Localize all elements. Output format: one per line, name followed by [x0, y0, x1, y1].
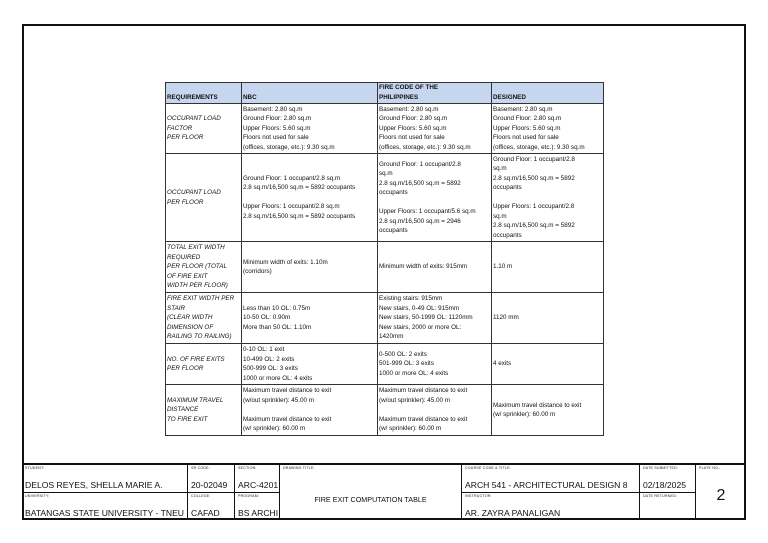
- sr-code-cell: [188, 465, 235, 493]
- title-block: [22, 463, 746, 520]
- requirement-cell: OCCUPANT LOAD FACTOR PER FLOOR: [166, 104, 242, 154]
- fire-code-cell: Existing stairs: 915mm New stairs, 0-49 OL: 915mm New stairs, 50-1999 OL: 1120mm New stairs, 2000 or more OL: 1420mm: [378, 293, 492, 344]
- program-label: PROGRAM:: [238, 494, 260, 498]
- designed-cell: 4 exits: [492, 344, 604, 385]
- date-returned-label: DATE RETURNED:: [643, 494, 678, 498]
- fire-code-cell: 0-500 OL: 2 exits 501-999 OL: 3 exits 1000 or more OL: 4 exits: [378, 344, 492, 385]
- plate-no-label: PLATE NO.:: [699, 466, 721, 470]
- nbc-cell: Basement: 2.80 sq.m Ground Floor: 2.80 sq.m Upper Floors: 5.60 sq.m Floors not used for sale (offices, storage, etc.): 9.30 sq.m: [242, 104, 378, 154]
- table-row-occupant-load: [166, 154, 604, 242]
- university-value: BATANGAS STATE UNIVERSITY - TNEU: [25, 508, 185, 518]
- university-cell: [22, 493, 188, 520]
- fire-exit-requirements-table: [165, 82, 604, 436]
- nbc-cell: Maximum travel distance to exit (w/out sprinkler): 45.00 m Maximum travel distance to exit (w/ sprinkler): 60.00 m: [242, 385, 378, 436]
- section-cell: [235, 465, 280, 493]
- drawing-title: FIRE EXIT COMPUTATION TABLE: [314, 495, 427, 504]
- sr-code-label: SR CODE:: [191, 466, 210, 470]
- header-fire-code: FIRE CODE OF THE PHILIPPINES: [378, 83, 492, 104]
- student-name: DELOS REYES, SHELLA MARIE A.: [25, 480, 163, 490]
- plate-no-cell: [696, 465, 746, 520]
- course-label: COURSE CODE & TITLE:: [465, 466, 511, 470]
- section-value: ARC-4201: [238, 480, 279, 490]
- instructor-cell: [462, 493, 640, 520]
- designed-cell: Basement: 2.80 sq.m Ground Floor: 2.80 sq.m Upper Floors: 5.60 sq.m Floors not used for sale (offices, storage, etc.): 9.30 sq.m: [492, 104, 604, 154]
- student-label: STUDENT:: [25, 466, 45, 470]
- nbc-cell: Less than 10 OL: 0.75m 10-50 OL: 0.90m More than 50 OL: 1.10m: [242, 293, 378, 344]
- drawing-title-cell: [280, 465, 462, 520]
- table-row-fire-exit-width: [166, 293, 604, 344]
- nbc-cell: 0-10 OL: 1 exit 10-499 OL: 2 exits 500-999 OL: 3 exits 1000 or more OL: 4 exits: [242, 344, 378, 385]
- table-row-occupant-load-factor: [166, 104, 604, 154]
- sr-code-value: 20-02049: [191, 480, 228, 490]
- university-label: UNIVERSITY:: [25, 494, 50, 498]
- instructor-label: INSTRUCTOR:: [465, 494, 492, 498]
- program-cell: [235, 493, 280, 520]
- requirement-cell: OCCUPANT LOAD PER FLOOR: [166, 154, 242, 242]
- designed-cell: 1.10 m: [492, 242, 604, 293]
- college-label: COLLEGE:: [191, 494, 211, 498]
- college-value: CAFAD: [191, 508, 220, 518]
- college-cell: [188, 493, 235, 520]
- course-value: ARCH 541 - ARCHITECTURAL DESIGN 8: [465, 480, 628, 490]
- fire-code-cell: Basement: 2.80 sq.m Ground Floor: 2.80 sq.m Upper Floors: 5.60 sq.m Floors not used for sale (offices, storage, etc.): 9.30 sq.m: [378, 104, 492, 154]
- instructor-value: AR. ZAYRA PANALIGAN: [465, 508, 561, 518]
- nbc-cell: Minimum width of exits: 1.10m (corridors): [242, 242, 378, 293]
- section-label: SECTION:: [238, 466, 257, 470]
- date-returned-cell: [640, 493, 696, 520]
- plate-number: 2: [716, 487, 726, 504]
- date-submitted-value: 02/18/2025: [643, 480, 687, 490]
- table-row-number-of-exits: [166, 344, 604, 385]
- table-row-total-exit-width: [166, 242, 604, 293]
- drawing-title-label: DRAWING TITLE:: [283, 466, 315, 470]
- requirement-cell: TOTAL EXIT WIDTH REQUIRED PER FLOOR (TOTAL OF FIRE EXIT WIDTH PER FLOOR): [166, 242, 242, 293]
- student-cell: [22, 465, 188, 493]
- course-cell: [462, 465, 640, 493]
- header-designed: DESIGNED: [492, 83, 604, 104]
- program-value: BS ARCHI: [238, 508, 279, 518]
- header-nbc: NBC: [242, 83, 378, 104]
- fire-code-cell: Minimum width of exits: 915mm: [378, 242, 492, 293]
- designed-cell: Maximum travel distance to exit (w/ sprinkler): 60.00 m: [492, 385, 604, 436]
- date-submitted-cell: [640, 465, 696, 493]
- fire-code-cell: Maximum travel distance to exit (w/out sprinkler): 45.00 m Maximum travel distance to exit (w/ sprinkler): 60.00 m: [378, 385, 492, 436]
- table-header-row: [166, 83, 604, 104]
- designed-cell: 1120 mm: [492, 293, 604, 344]
- requirement-cell: NO. OF FIRE EXITS PER FLOOR: [166, 344, 242, 385]
- date-submitted-label: DATE SUBMITTED:: [643, 466, 679, 470]
- designed-cell: Ground Floor: 1 occupant/2.8 sq.m 2.8 sq.m/16,500 sq.m = 5892 occupants Upper Floors: 1 occupant/2.8 sq.m 2.8 sq.m/16,500 sq.m = 5892 occupants: [492, 154, 604, 242]
- table-row-max-travel-distance: [166, 385, 604, 436]
- nbc-cell: Ground Floor: 1 occupant/2.8 sq.m 2.8 sq.m/16,500 sq.m = 5892 occupants Upper Floors: 1 occupant/2.8 sq.m 2.8 sq.m/16,500 sq.m = 5892 occupants: [242, 154, 378, 242]
- header-requirements: REQUIREMENTS: [166, 83, 242, 104]
- fire-code-cell: Ground Floor: 1 occupant/2.8 sq.m 2.8 sq.m/16,500 sq.m = 5892 occupants Upper Floors: 1 occupant/5.6 sq.m 2.8 sq.m/16,500 sq.m = 2946 occupants: [378, 154, 492, 242]
- requirement-cell: MAXIMUM TRAVEL DISTANCE TO FIRE EXIT: [166, 385, 242, 436]
- requirement-cell: FIRE EXIT WIDTH PER STAIR (CLEAR WIDTH DIMENSION OF RAILING TO RAILING): [166, 293, 242, 344]
